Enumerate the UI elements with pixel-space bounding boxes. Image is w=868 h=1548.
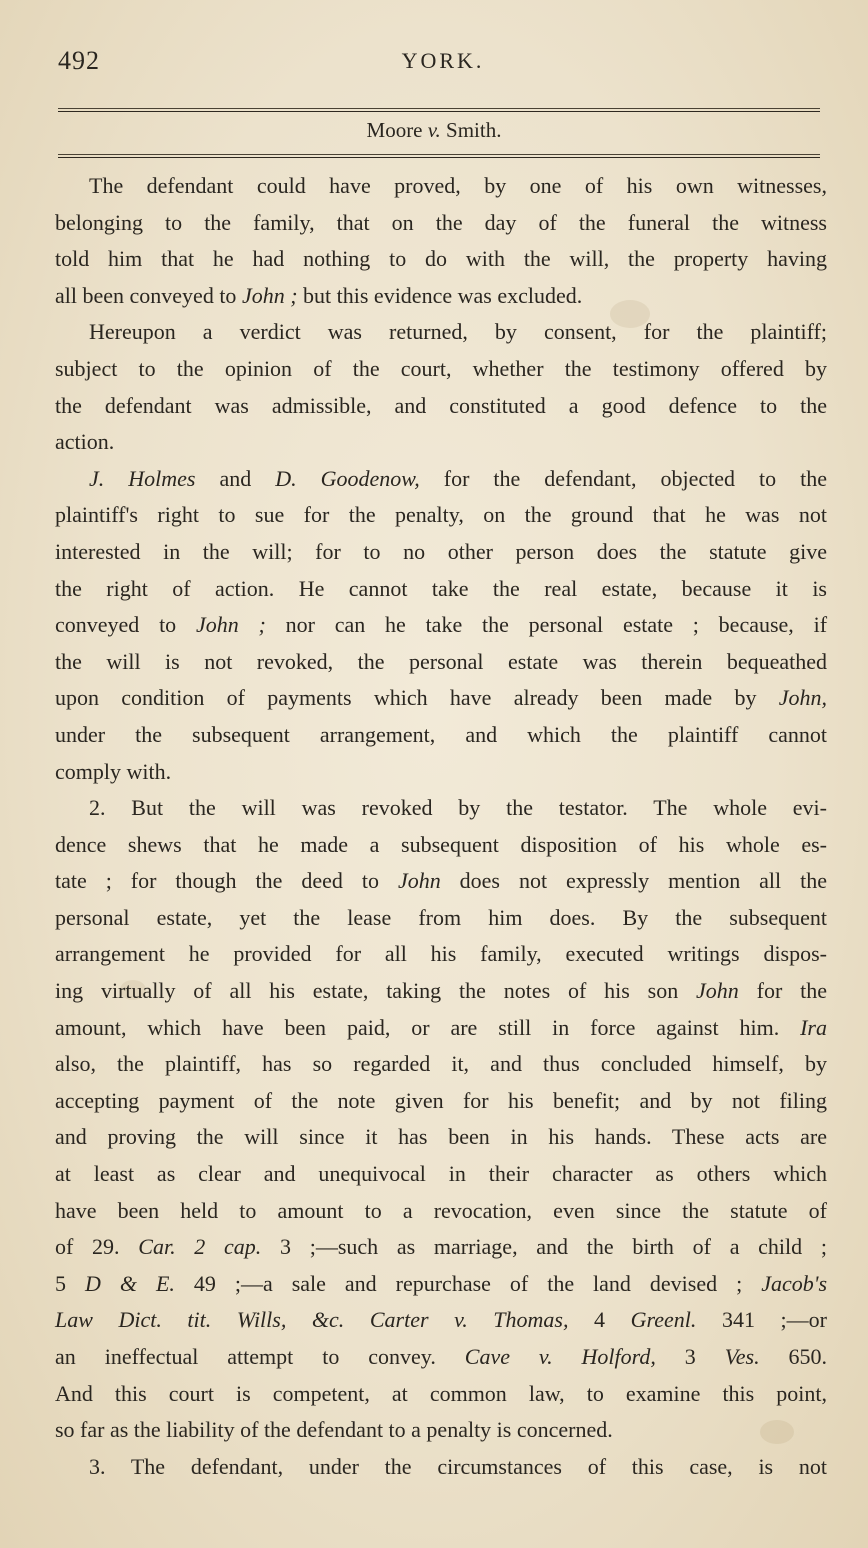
text-run: 2. But the will was revoked by the testator. The whole evi- [89,795,827,821]
text-run: tate ; for though the deed to [55,868,398,894]
italic-text: D. Goodenow, [275,465,420,491]
text-run: personal estate, yet the lease from him does. By the subsequent [55,904,827,930]
italic-text: Greenl. [630,1307,697,1333]
italic-text: John, [778,685,827,711]
text-run: 3 [655,1344,725,1369]
italic-text: Car. 2 cap. [138,1234,262,1260]
italic-text: Ves. [724,1344,760,1369]
italic-text: John [696,978,739,1004]
text-line [55,936,827,973]
text-line [55,754,827,791]
text-line [55,1266,827,1303]
text-run: belonging to the family, that on the day of the funeral the witness [55,209,827,235]
case-title: Moore v. Smith. [366,118,502,142]
text-line [55,790,827,827]
text-run: an ineffectual attempt to convey. [55,1344,465,1369]
text-line [55,717,827,754]
text-line [55,1010,827,1047]
text-line [55,863,827,900]
text-line [55,827,827,864]
text-line [55,497,827,534]
text-line [55,680,827,717]
text-run: nor can he take the personal estate ; because, if [265,612,828,638]
text-run: plaintiff's right to sue for the penalty, on the ground that he was not [55,502,827,528]
text-run: all been conveyed to [55,282,242,308]
text-run: the will is not revoked, the personal estate was therein bequeathed [55,648,827,674]
text-run: of 29. [55,1234,139,1260]
text-run: at least as clear and unequivocal in their character as others which [55,1161,827,1187]
text-run: Hereupon a verdict was returned, by consent, for the plaintiff; [89,319,827,345]
text-line [55,1119,827,1156]
running-title: YORK. [401,48,485,73]
header-rule-top [58,108,820,112]
text-run: the defendant was admissible, and constituted a good defence to the [55,392,827,418]
text-run: under the subsequent arrangement, and which the plaintiff cannot [55,721,827,747]
text-line [55,1412,827,1449]
text-run: so far as the liability of the defendant to a penalty is concerned. [55,1417,613,1443]
text-run: 341 ;—or [696,1307,827,1333]
text-run: for the [738,978,828,1004]
text-run: 5 [55,1270,85,1296]
text-line [55,1339,827,1376]
header-rule-bottom [58,154,820,158]
text-line [55,278,827,315]
text-run: action. [55,429,115,455]
text-line [55,1302,827,1339]
italic-text: Ira [800,1014,827,1040]
italic-text: Cave v. Holford, [464,1344,656,1369]
text-run: The defendant could have proved, by one of his own witnesses, [89,173,827,198]
italic-text: John [397,868,441,894]
text-run: told him that he had nothing to do with the will, the property having [55,246,827,272]
text-run: accepting payment of the note given for his benefit; and by not filing [55,1087,827,1113]
text-line [55,1449,827,1486]
body-text [55,168,827,1485]
text-run: upon condition of payments which have already been made by [55,685,779,711]
text-line [55,388,827,425]
text-run: does not expressly mention all the [440,868,828,894]
text-run: comply with. [55,758,172,784]
text-line [55,205,827,242]
running-head [58,46,828,78]
italic-text: John ; [241,282,298,308]
text-run: for the defendant, objected to the [419,465,827,491]
text-line [55,168,827,205]
text-run: 650. [759,1344,828,1369]
text-run: 4 [568,1307,631,1333]
text-run: also, the plaintiff, has so regarded it, and thus concluded himself, by [55,1051,827,1077]
text-run: 3 ;—such as marriage, and the birth of a child ; [261,1234,827,1260]
text-line [55,973,827,1010]
text-run: and proving the will since it has been in his hands. These acts are [55,1124,827,1150]
text-run: and [195,465,276,491]
text-line [55,1193,827,1230]
text-run: interested in the will; for to no other person does the statute give [55,538,827,564]
text-line [55,1046,827,1083]
text-line [55,571,827,608]
text-line [55,1376,827,1413]
italic-text: Law Dict. tit. Wills, &c. Carter v. Thomas, [55,1307,569,1333]
text-run: have been held to amount to a revocation, even since the statute of [55,1197,827,1223]
text-line [55,900,827,937]
text-run: 49 ;—a sale and repurchase of the land devised ; [174,1270,762,1296]
text-line [55,534,827,571]
italic-text: John ; [195,612,266,638]
text-line [55,461,827,498]
text-line [55,1229,827,1266]
text-run: arrangement he provided for all his family, executed writings dispos- [55,941,827,967]
text-run: the right of action. He cannot take the real estate, because it is [55,575,827,601]
text-line [55,351,827,388]
text-run: And this court is competent, at common law, to examine this point, [55,1380,827,1406]
text-line [55,1083,827,1120]
italic-text: J. Holmes [89,465,196,491]
text-run: dence shews that he made a subsequent disposition of his whole es- [55,831,827,857]
text-line [55,314,827,351]
text-line [55,1156,827,1193]
text-run: but this evidence was excluded. [297,282,583,308]
text-run: 3. The defendant, under the circumstances of this case, is not [89,1453,827,1479]
text-run: subject to the opinion of the court, whether the testimony offered by [55,355,827,381]
text-line [55,607,827,644]
text-line [55,241,827,278]
italic-text: Jacob's [761,1270,827,1296]
page-number: 492 [58,46,100,75]
italic-text: D & E. [84,1270,175,1296]
text-line [55,424,827,461]
text-line [55,644,827,681]
text-run: amount, which have been paid, or are still in force against him. [55,1014,801,1040]
text-run: ing virtually of all his estate, taking the notes of his son [55,978,697,1004]
text-run: conveyed to [55,612,196,638]
